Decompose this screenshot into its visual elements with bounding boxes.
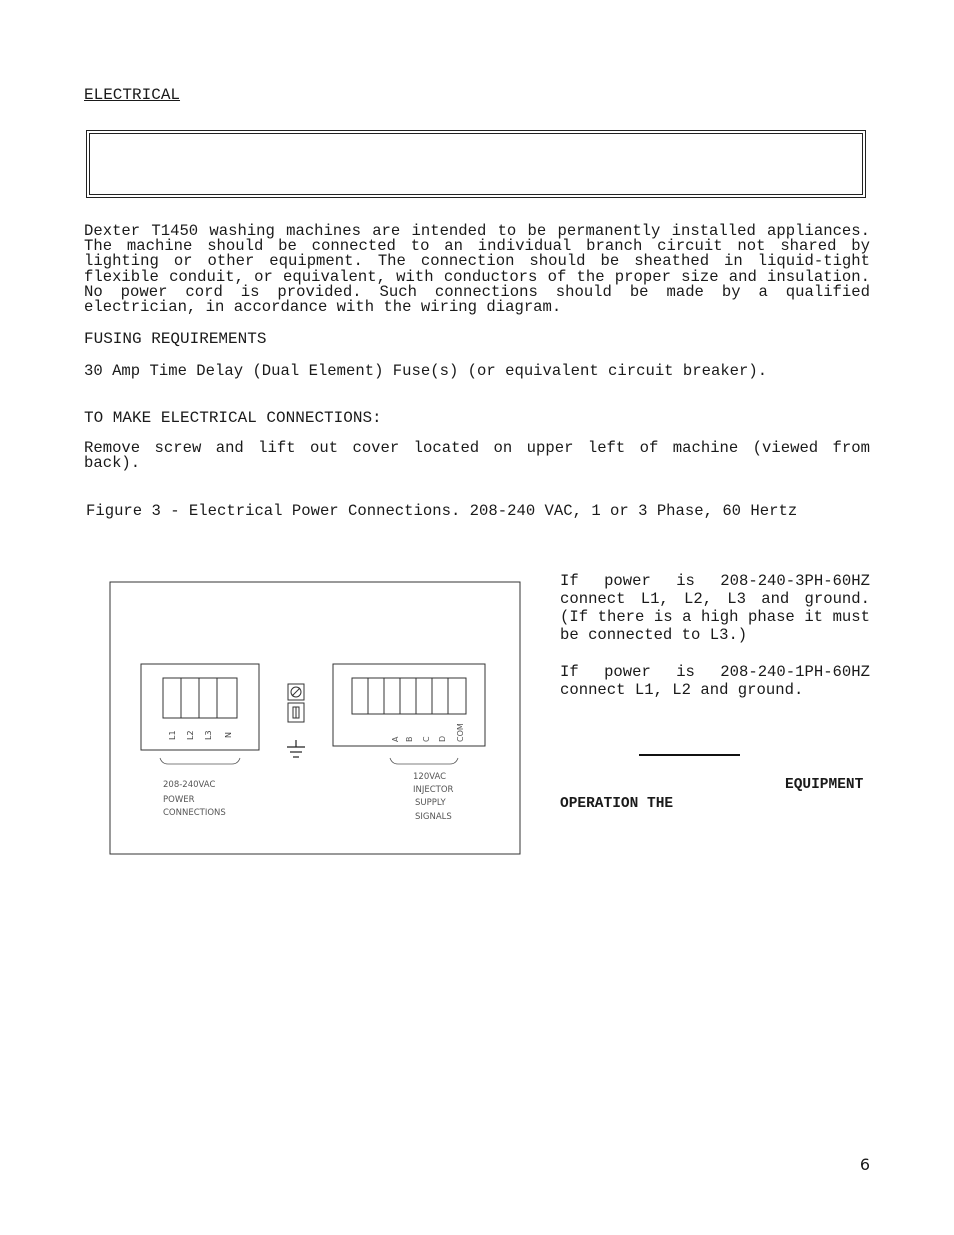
power-terminal-slots	[163, 678, 237, 718]
power-terminal-labels	[168, 730, 233, 740]
terminal-label-d: D	[438, 735, 447, 742]
intro-paragraph: Dexter T1450 washing machines are intended to be permanently installed appliances. The machine should be connected to an individual branch circuit not shared by lighting or other equipment. The connection should be sheathed in liquid-tight flexible conduit, or equivalent, with conductors of the proper size and insulation. No power cord is provided. Such connections should be made by a qualified electrician, in accordance with the wiring diagram.	[84, 222, 870, 317]
underline-rule	[639, 754, 740, 756]
terminal-label-com: COM	[456, 723, 465, 742]
figure-caption: Figure 3 - Electrical Power Connections. 208-240 VAC, 1 or 3 Phase, 60 Hertz	[86, 502, 798, 520]
bold-word-equipment: EQUIPMENT	[785, 777, 864, 793]
terminal-label-b: B	[405, 736, 414, 742]
side-note-1ph: If power is 208-240-1PH-60HZ connect L1, L2 and ground.	[560, 663, 870, 699]
terminal-label-l2: L2	[186, 730, 195, 740]
fusing-text: 30 Amp Time Delay (Dual Element) Fuse(s) (or equivalent circuit breaker).	[84, 362, 768, 380]
injector-terminal-slots	[352, 678, 466, 714]
fusing-heading: FUSING REQUIREMENTS	[84, 330, 267, 348]
terminal-label-l1: L1	[168, 730, 177, 740]
section-title: ELECTRICAL	[84, 86, 181, 104]
terminal-label-a: A	[391, 736, 400, 742]
injector-label-line-4: SIGNALS	[415, 812, 452, 822]
power-bracket	[160, 758, 240, 764]
terminal-label-n: N	[224, 732, 233, 738]
terminal-label-l3: L3	[204, 730, 213, 740]
injector-terminal-labels	[391, 723, 465, 742]
connections-text: Remove screw and lift out cover located on upper left of machine (viewed from back).	[84, 439, 870, 473]
injector-bracket	[390, 758, 458, 764]
page-number: 6	[859, 1155, 870, 1174]
power-label	[163, 780, 226, 818]
power-label-line-1: 208-240VAC	[163, 780, 216, 790]
power-label-line-3: CONNECTIONS	[163, 808, 226, 818]
bold-word-operation: OPERATION THE	[560, 796, 674, 812]
power-label-line-2: POWER	[163, 795, 195, 805]
injector-label-line-2: INJECTOR	[413, 785, 454, 795]
side-note-3ph: If power is 208-240-3PH-60HZ connect L1, L2, L3 and ground. (If there is a high phase it must be connected to L3.)	[560, 572, 870, 644]
injector-label-line-3: SUPPLY	[415, 798, 446, 808]
warning-box	[86, 130, 866, 198]
terminal-label-c: C	[422, 736, 431, 742]
connections-heading: TO MAKE ELECTRICAL CONNECTIONS:	[84, 409, 382, 427]
power-terminal-block	[141, 664, 259, 750]
ground-icon	[287, 740, 305, 757]
injector-label	[413, 772, 454, 822]
injector-label-line-1: 120VAC	[413, 772, 447, 782]
wiring-diagram	[108, 580, 524, 858]
